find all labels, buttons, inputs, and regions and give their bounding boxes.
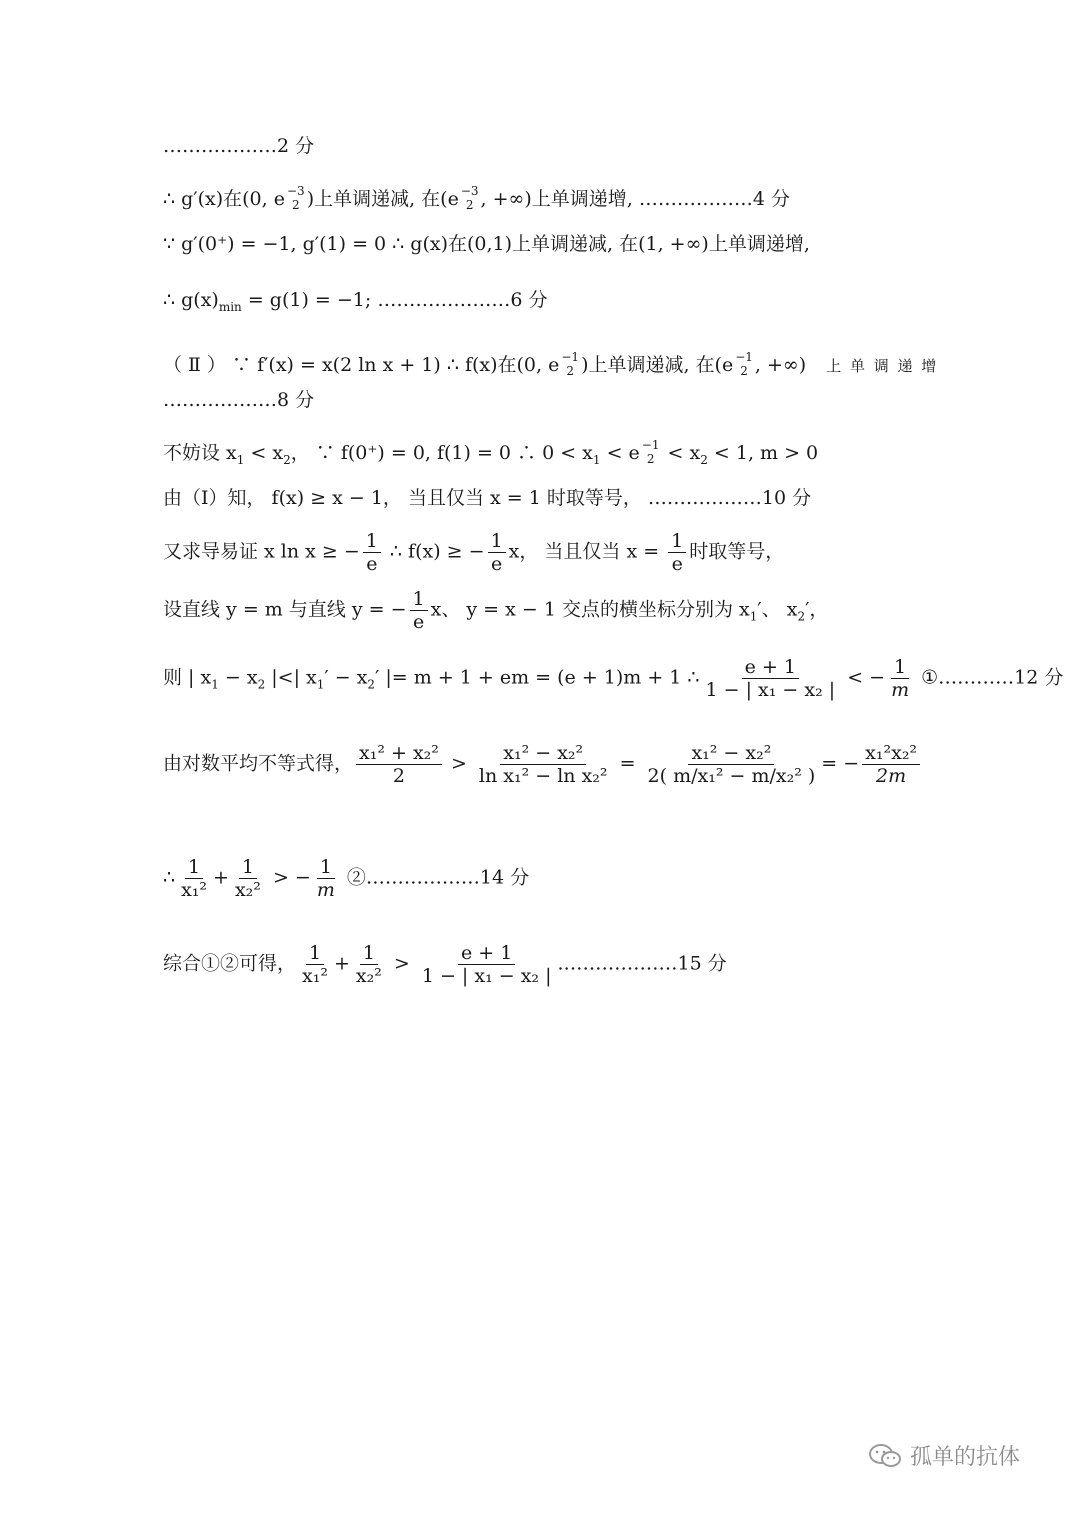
exponent-neg-three-halves: −3 2 <box>460 184 479 212</box>
fraction-one-over-e: $\frac{1}{e}$ <box>488 530 506 575</box>
subscript: 1 <box>592 453 601 467</box>
text-part: − x <box>218 666 258 689</box>
text-part: ∴ g′(x)在(0, e <box>163 188 285 210</box>
subscript-min: min <box>218 300 242 314</box>
fraction-two-m: $\frac{\text{x₁² − x₂²}}{\text{2( m/x₁² − m/x₂² )}}$ <box>647 742 816 787</box>
subscript: 2 <box>700 453 708 467</box>
text-part: )上单调递减, 在(e <box>306 188 459 210</box>
text-part: ∴ <box>163 866 176 889</box>
text-part: |<| x <box>265 666 317 689</box>
text-part: 不妨设 x <box>163 442 237 464</box>
watermark <box>868 1440 1020 1471</box>
formula-line-g-min <box>163 288 547 319</box>
text-part: , +∞) <box>754 354 807 376</box>
formula-line-assume <box>163 438 818 472</box>
formula-line-part-ii <box>163 350 938 378</box>
subscript: 2 <box>257 677 266 692</box>
fraction-one-over-e: $\frac{1}{e}$ <box>363 530 381 575</box>
fraction-one-over-m: $\frac{1}{m}$ <box>891 656 910 701</box>
text-part: ′ |= m + 1 + em = (e + 1)m + 1 ∴ <box>375 666 700 689</box>
subscript: 1 <box>236 453 245 467</box>
fraction-log-mean: $\frac{\text{x₁² − x₂²}}{\text{ln x₁² − ln x₂²}}$ <box>478 742 608 787</box>
score-text: ………………8 分 <box>163 389 315 411</box>
score-line-2 <box>163 134 314 158</box>
formula-line-g-monotonic <box>163 184 790 212</box>
exponent-neg-half: −1 2 <box>735 350 753 378</box>
fraction-one-over-x2-squared: $\frac{1}{\text{x₂²}}$ <box>234 856 261 901</box>
fraction-one-over-x1-squared: $\frac{1}{\text{x₁²}}$ <box>302 942 328 987</box>
text-part: < e <box>600 442 640 464</box>
subscript: 1 <box>211 677 219 692</box>
formula-line-from-part-i <box>163 486 811 510</box>
subscript: 2 <box>367 677 376 692</box>
text-part: < 1, m > 0 <box>707 442 819 464</box>
formula-line-inequality-1 <box>163 656 1063 701</box>
wechat-icon <box>868 1443 902 1469</box>
fraction-one-over-m: $\frac{1}{m}$ <box>316 856 335 901</box>
fraction-one-over-x2-squared: $\frac{1}{\text{x₂²}}$ <box>355 942 382 987</box>
fraction-e-plus-one: $\frac{e + 1}{\text{1 − | x₁ − x₂ |}}$ <box>421 942 552 987</box>
fraction-one-over-e: $\frac{1}{e}$ <box>410 588 428 633</box>
text-part: （ Ⅱ ） ∵ f′(x) = x(2 ln x + 1) ∴ f(x)在(0, e <box>163 354 560 376</box>
fraction-one-over-e: $\frac{1}{e}$ <box>668 530 686 575</box>
text-part: < − <box>841 666 886 689</box>
text-part: )上单调递减, 在(e <box>581 354 734 376</box>
formula-line-intersection <box>163 588 828 633</box>
exponent-neg-half: −1 2 <box>641 438 660 466</box>
text-part: ∴ f(x) ≥ − <box>383 540 485 563</box>
text-part: 又求导易证 x ln x ≥ − <box>163 540 360 563</box>
fraction-product-over-2m: $\frac{\text{x₁²x₂²}}{2m}$ <box>862 742 920 787</box>
text-part: ′ − x <box>324 666 368 689</box>
text-part: ②………………14 分 <box>340 866 530 889</box>
text-part: = − <box>821 752 860 775</box>
exponent-neg-half: −1 2 <box>561 350 580 378</box>
fraction-sum-squares: $\frac{\text{x₁² + x₂²}}{2}$ <box>356 742 442 787</box>
text-part: ， ∵ f(0⁺) = 0, f(1) = 0 ∴ 0 < x <box>290 442 593 464</box>
text-part: , +∞)上单调递增, ………………4 分 <box>480 188 790 210</box>
formula-line-derivative-proof <box>163 530 784 575</box>
formula-line-conclusion: 综合①②可得， $\frac{1}{\text{x₁²}}$ + $\frac{1}{\text{x₂²}}$ > $\frac{e + 1}{\text{1 − | x₁ − x₂ |}}$ .………………15 分 <box>163 942 727 987</box>
text-part: ①…………12 分 <box>915 666 1064 689</box>
text-part: 综合①②可得， <box>163 952 297 975</box>
text-part: 设直线 y = m 与直线 y = − <box>163 598 407 621</box>
exponent-neg-three-halves: −3 2 <box>286 184 305 212</box>
subscript: 2 <box>797 609 806 624</box>
text-part: 由对数平均不等式得， <box>163 752 354 775</box>
fraction-one-over-x1-squared: $\frac{1}{\text{x₁²}}$ <box>181 856 208 901</box>
subscript: 2 <box>283 453 291 467</box>
text-part: 上 单 调 递 增 <box>826 357 939 375</box>
text-part: < x <box>661 442 701 464</box>
watermark-text: 孤单的抗体 <box>910 1445 1021 1470</box>
text-part: ′、 x <box>757 598 798 621</box>
text-part: 则 | x <box>163 666 212 689</box>
score-text: ………………2 分 <box>163 135 315 157</box>
formula-line-log-mean: 由对数平均不等式得， $\frac{\text{x₁² + x₂²}}{2}$ > $\frac{\text{x₁² − x₂²}}{\text{ln x₁² − ln x₂²}}$ = $\frac{\text{x₁² − x₂²}}{\text{2( m/x₁² − m/x₂² )}}$ = − $\frac{\text{x₁²x₂²}}{2m}$ <box>163 742 923 787</box>
subscript: 1 <box>316 677 325 692</box>
text-part: < x <box>244 442 284 464</box>
formula-line-g-derivative <box>163 232 810 256</box>
text-part: .………………15 分 <box>557 952 727 975</box>
text-part: x， 当且仅当 x = <box>508 540 666 563</box>
formula-line-inequality-2: ∴ $\frac{1}{\text{x₁²}}$ + $\frac{1}{\text{x₂²}}$ > − $\frac{1}{m}$ ②………………14 分 <box>163 856 530 901</box>
text-part: 时取等号， <box>689 540 785 563</box>
text-part: 由（Ⅰ）知， f(x) ≥ x − 1， 当且仅当 x = 1 时取等号， ………………10 分 <box>163 487 812 509</box>
text-part: x、 y = x − 1 交点的横坐标分别为 x <box>430 598 750 621</box>
text-part: ∵ g′(0⁺) = −1, g′(1) = 0 ∴ g(x)在(0,1)上单调递减, 在(1, +∞)上单调递增, <box>163 233 810 255</box>
subscript: 1 <box>749 609 758 624</box>
fraction-e-plus-one: $\frac{e + 1}{\text{1 − | x₁ − x₂ |}}$ <box>705 656 836 701</box>
score-line-8 <box>163 388 314 412</box>
text-part: > − <box>266 866 311 889</box>
text-part: = g(1) = −1; …………………6 分 <box>241 289 548 311</box>
text-part: ∴ g(x) <box>163 289 219 311</box>
text-part: ′， <box>805 598 829 621</box>
